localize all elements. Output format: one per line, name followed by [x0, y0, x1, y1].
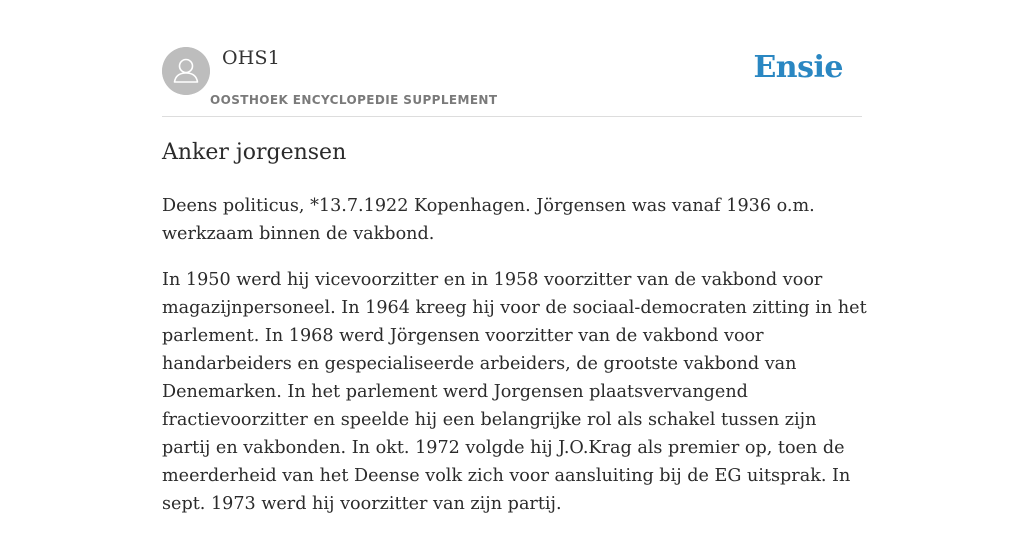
page-header: [162, 46, 862, 117]
source-label[interactable]: OOSTHOEK ENCYCLOPEDIE SUPPLEMENT: [210, 93, 498, 107]
article-title: Anker jorgensen: [162, 140, 347, 165]
user-icon: [162, 47, 210, 95]
username[interactable]: OHS1: [222, 47, 281, 69]
article-paragraph: In 1950 werd hij vicevoorzitter en in 1958 voorzitter van de vakbond voor magazijnpersoneel. In 1964 kreeg hij voor de sociaal-democraten zitting in het parlement. In 1968 werd Jörgensen voorzitter van de vakbond voor handarbeiders en gespecialiseerde arbeiders, de grootste vakbond van Denemarken. In het parlement werd Jorgensen plaatsvervangend fractievoorzitter en speelde hij een belangrijke rol als schakel tussen zijn partij en vakbonden. In okt. 1972 volgde hij J.O.Krag als premier op, toen de meerderheid van het Deense volk zich voor aansluiting bij de EG uitsprak. In sept. 1973 werd hij voorzitter van zijn partij.: [162, 270, 867, 514]
brand-logo[interactable]: Ensie: [753, 50, 843, 85]
article-paragraph: Deens politicus, *13.7.1922 Kopenhagen. Jörgensen was vanaf 1936 o.m. werkzaam binnen de vakbond.: [162, 196, 815, 244]
article-body: [162, 192, 867, 536]
user-avatar[interactable]: [162, 47, 210, 95]
